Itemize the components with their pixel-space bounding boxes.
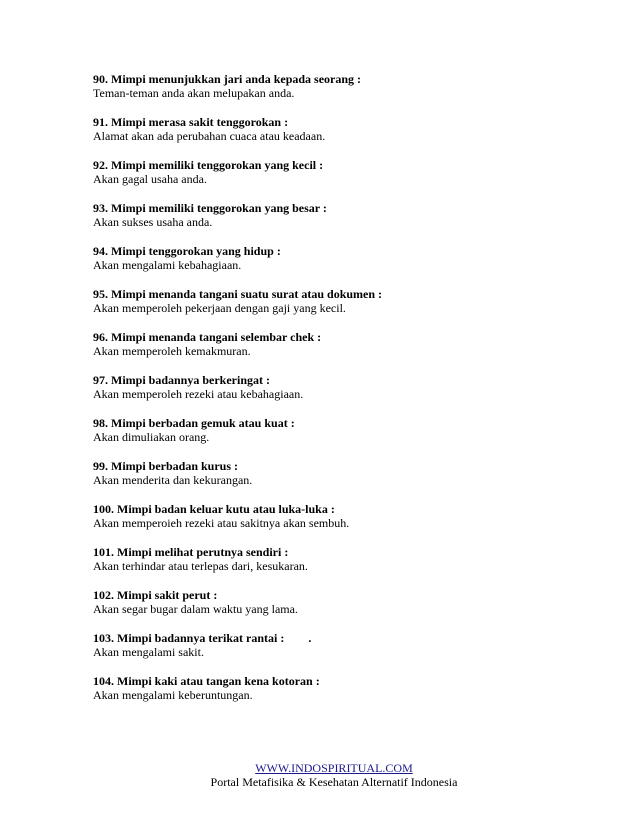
entry-answer: Akan memperoleh rezeki atau kebahagiaan. bbox=[93, 387, 304, 401]
entry-answer: Akan memperoieh rezeki atau sakitnya akan sembuh. bbox=[93, 516, 350, 530]
list-item bbox=[93, 674, 593, 702]
entry-answer: Akan memperoleh kemakmuran. bbox=[93, 344, 251, 358]
page-footer bbox=[0, 761, 638, 789]
entry-question: 98. Mimpi berbadan gemuk atau kuat : bbox=[93, 416, 295, 430]
entry-answer: Akan memperoleh pekerjaan dengan gaji yang kecil. bbox=[93, 301, 346, 315]
entry-answer: Akan dimuliakan orang. bbox=[93, 430, 210, 444]
entry-question: 91. Mimpi merasa sakit tenggorokan : bbox=[93, 115, 289, 129]
entry-answer: Akan menderita dan kekurangan. bbox=[93, 473, 253, 487]
list-item bbox=[93, 373, 593, 401]
entry-answer: Akan sukses usaha anda. bbox=[93, 215, 213, 229]
entry-answer: Teman-teman anda akan melupakan anda. bbox=[93, 86, 295, 100]
entry-answer: Akan gagal usaha anda. bbox=[93, 172, 207, 186]
website-link[interactable]: WWW.INDOSPIRITUAL.COM bbox=[255, 761, 413, 775]
list-item bbox=[93, 416, 593, 444]
entry-question: 101. Mimpi melihat perutnya sendiri : bbox=[93, 545, 289, 559]
dream-entries-list bbox=[93, 72, 593, 717]
entry-question: 103. Mimpi badannya terikat rantai : . bbox=[93, 631, 312, 645]
list-item bbox=[93, 631, 593, 659]
list-item bbox=[93, 502, 593, 530]
entry-question: 92. Mimpi memiliki tenggorokan yang kecil : bbox=[93, 158, 324, 172]
list-item bbox=[93, 545, 593, 573]
entry-question: 102. Mimpi sakit perut : bbox=[93, 588, 218, 602]
entry-answer: Akan terhindar atau terlepas dari, kesukaran. bbox=[93, 559, 308, 573]
entry-answer: Akan mengalami keberuntungan. bbox=[93, 688, 253, 702]
list-item bbox=[93, 330, 593, 358]
entry-answer: Akan mengalami kebahagiaan. bbox=[93, 258, 242, 272]
entry-question: 100. Mimpi badan keluar kutu atau luka-luka : bbox=[93, 502, 335, 516]
entry-question: 93. Mimpi memiliki tenggorokan yang besar : bbox=[93, 201, 327, 215]
entry-answer: Akan segar bugar dalam waktu yang lama. bbox=[93, 602, 298, 616]
list-item bbox=[93, 459, 593, 487]
entry-answer: Akan mengalami sakit. bbox=[93, 645, 204, 659]
list-item bbox=[93, 158, 593, 186]
entry-question: 90. Mimpi menunjukkan jari anda kepada seorang : bbox=[93, 72, 362, 86]
entry-question: 97. Mimpi badannya berkeringat : bbox=[93, 373, 271, 387]
list-item bbox=[93, 287, 593, 315]
entry-answer: Alamat akan ada perubahan cuaca atau keadaan. bbox=[93, 129, 326, 143]
entry-question: 95. Mimpi menanda tangani suatu surat atau dokumen : bbox=[93, 287, 383, 301]
entry-question: 94. Mimpi tenggorokan yang hidup : bbox=[93, 244, 281, 258]
list-item bbox=[93, 244, 593, 272]
entry-question: 104. Mimpi kaki atau tangan kena kotoran : bbox=[93, 674, 320, 688]
list-item bbox=[93, 588, 593, 616]
entry-question: 96. Mimpi menanda tangani selembar chek : bbox=[93, 330, 322, 344]
list-item bbox=[93, 201, 593, 229]
footer-subtitle: Portal Metafisika & Kesehatan Alternatif Indonesia bbox=[210, 775, 458, 789]
entry-question: 99. Mimpi berbadan kurus : bbox=[93, 459, 239, 473]
list-item bbox=[93, 115, 593, 143]
list-item bbox=[93, 72, 593, 100]
